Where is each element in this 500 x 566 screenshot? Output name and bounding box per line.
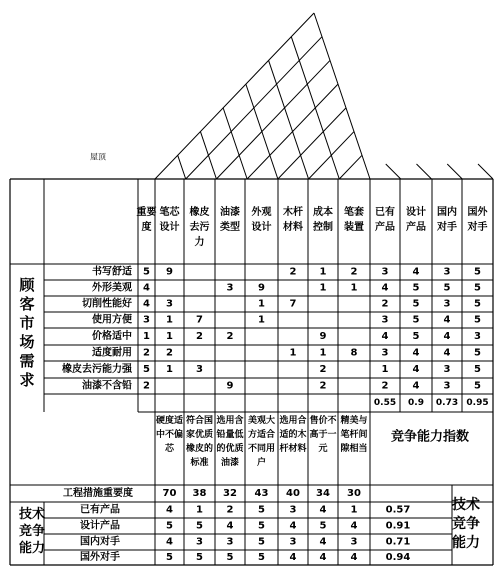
relation-value: 9: [166, 266, 173, 278]
importance-value: 2: [143, 347, 150, 359]
roof-wing: [478, 164, 493, 179]
relation-value: 2: [289, 266, 297, 278]
rating-value: 4: [443, 331, 451, 342]
header-4: 外观设计: [251, 207, 272, 233]
rating-value: 3: [474, 331, 481, 342]
rating-value: 2: [381, 380, 389, 392]
requirement-name: 切削性能好: [82, 298, 132, 310]
comp-index-value: 0.73: [435, 398, 459, 408]
rating-value: 4: [412, 347, 420, 359]
eng-importance-label: 工程措施重要度: [63, 488, 133, 499]
rating-value: 1: [381, 364, 389, 375]
tech-value: 4: [289, 520, 297, 532]
tech-value: 3: [289, 536, 297, 548]
roof-line: [178, 155, 186, 179]
tech-value: 4: [166, 536, 173, 548]
customer-section-label: 顾客市场需求: [19, 276, 35, 389]
relation-value: 2: [350, 266, 358, 278]
rating-value: 2: [381, 298, 389, 310]
tech-value: 5: [319, 520, 327, 532]
header-7: 笔套装置: [344, 207, 364, 233]
tech-value: 5: [196, 520, 203, 532]
importance-value: 5: [143, 364, 150, 375]
tech-value: 5: [166, 520, 173, 532]
roof-wing: [447, 164, 462, 179]
roof-line: [339, 155, 362, 179]
tech-row-name: 国外对手: [80, 552, 120, 563]
tech-value: 5: [196, 552, 203, 563]
rating-value: 3: [443, 266, 451, 278]
tech-index-value: 0.91: [385, 520, 411, 532]
tech-value: 5: [258, 504, 265, 516]
eng-importance-value: 38: [192, 488, 207, 499]
tech-index-value: 0.71: [385, 536, 411, 548]
relation-value: 3: [196, 364, 203, 375]
rating-value: 3: [443, 298, 451, 310]
rating-value: 5: [474, 298, 481, 310]
tech-section-label-right: 技术竞争能力: [452, 497, 480, 551]
tech-index-value: 0.57: [385, 504, 411, 516]
tech-value: 4: [226, 520, 234, 532]
tech-value: 5: [166, 552, 173, 563]
roof-line: [200, 132, 216, 179]
eng-importance-value: 32: [223, 488, 237, 499]
tech-row-name: 设计产品: [80, 520, 120, 532]
rating-value: 5: [412, 331, 420, 342]
tech-value: 4: [319, 536, 327, 548]
header-0: 重要度: [136, 207, 157, 233]
comp-index-label: 竞争能力指数: [390, 429, 470, 445]
relation-value: 3: [166, 298, 173, 310]
roof-line: [216, 60, 330, 179]
roof-wing: [417, 164, 432, 179]
tech-section-label: 技术竞争能力: [18, 507, 46, 556]
relation-value: 1: [319, 266, 327, 278]
requirement-name: 油漆不含铅: [82, 380, 132, 392]
eng-importance-value: 43: [254, 488, 269, 499]
comp-index-value: 0.9: [408, 398, 424, 408]
relation-value: 2: [166, 347, 173, 359]
tech-value: 3: [196, 536, 203, 548]
header-9: 设计产品: [406, 207, 426, 233]
requirement-name: 书写舒适: [92, 266, 132, 278]
relation-value: 1: [166, 314, 173, 326]
header-2: 橡皮去污力: [189, 207, 210, 248]
roof-label: 屋顶: [90, 152, 106, 162]
comp-index-value: 0.55: [373, 398, 397, 408]
header-3: 油漆类型: [220, 207, 240, 233]
requirement-name: 适度耐用: [92, 347, 132, 359]
rating-value: 5: [443, 282, 451, 294]
rating-value: 4: [412, 266, 420, 278]
rating-value: 5: [412, 298, 420, 310]
importance-value: 2: [143, 380, 150, 392]
header-8: 已有产品: [375, 207, 395, 233]
target-1: 符合国家优质橡皮的标准: [185, 416, 214, 468]
relation-value: 1: [319, 347, 327, 359]
tech-value: 5: [226, 552, 234, 563]
relation-value: 2: [196, 331, 203, 342]
tech-value: 3: [350, 536, 358, 548]
tech-value: 2: [226, 504, 234, 516]
rating-value: 3: [381, 266, 389, 278]
importance-value: 4: [143, 282, 150, 294]
rating-value: 3: [381, 314, 389, 326]
relation-value: 1: [319, 282, 327, 294]
importance-value: 5: [143, 266, 150, 278]
requirement-name: 价格适中: [92, 331, 132, 342]
requirement-name: 外形美观: [92, 282, 132, 294]
rating-value: 5: [474, 266, 481, 278]
tech-value: 3: [226, 536, 234, 548]
tech-row-name: 已有产品: [80, 504, 120, 516]
tech-value: 5: [258, 536, 265, 548]
eng-importance-value: 70: [162, 488, 177, 499]
rating-value: 5: [474, 282, 481, 294]
relation-value: 2: [319, 380, 327, 392]
tech-value: 4: [319, 552, 327, 563]
target-5: 售价不高于一元: [309, 416, 337, 454]
tech-value: 1: [196, 504, 203, 516]
comp-index-value: 0.95: [466, 398, 489, 408]
relation-value: 2: [226, 331, 234, 342]
tech-value: 4: [319, 504, 327, 516]
rating-value: 5: [474, 364, 481, 375]
tech-value: 4: [166, 504, 173, 516]
tech-value: 3: [289, 504, 297, 516]
target-4: 选用合适的木杆材料: [279, 416, 307, 454]
rating-value: 5: [412, 314, 420, 326]
rating-value: 4: [381, 282, 389, 294]
rating-value: 5: [412, 282, 420, 294]
rating-value: 4: [443, 314, 451, 326]
relation-value: 1: [258, 314, 265, 326]
target-0: 硬度适中不偏芯: [155, 416, 184, 454]
requirement-name: 橡皮去污能力强: [62, 364, 132, 375]
eng-importance-value: 30: [347, 488, 361, 499]
relation-value: 8: [350, 347, 358, 359]
requirement-name: 使用方便: [92, 314, 132, 326]
tech-value: 5: [258, 552, 265, 563]
relation-value: 1: [166, 331, 173, 342]
rating-value: 4: [443, 347, 451, 359]
tech-value: 5: [258, 520, 265, 532]
relation-value: 2: [319, 364, 327, 375]
roof-line: [246, 84, 278, 179]
rating-value: 3: [381, 347, 389, 359]
tech-value: 1: [350, 504, 358, 516]
tech-value: 4: [350, 520, 358, 532]
tech-value: 4: [350, 552, 358, 563]
rating-value: 4: [381, 331, 389, 342]
roof-line: [155, 13, 314, 179]
relation-value: 1: [289, 347, 297, 359]
roof-wing: [386, 164, 401, 179]
header-11: 国外对手: [467, 207, 488, 233]
rating-value: 3: [443, 364, 451, 375]
relation-value: 1: [350, 282, 358, 294]
importance-value: 1: [143, 331, 150, 342]
roof-line: [314, 13, 370, 179]
importance-value: 4: [143, 298, 150, 310]
relation-value: 9: [258, 282, 265, 294]
rating-value: 4: [412, 380, 420, 392]
tech-index-value: 0.94: [385, 552, 411, 563]
tech-row-name: 国内对手: [80, 536, 120, 548]
eng-importance-value: 40: [286, 488, 300, 499]
relation-value: 7: [196, 314, 203, 326]
relation-value: 1: [166, 364, 173, 375]
tech-value: 4: [289, 552, 297, 563]
relation-value: 9: [226, 380, 234, 392]
target-2: 选用含铅量低的优质油漆: [216, 416, 244, 468]
target-3: 美观大方适合不同用户: [247, 416, 276, 468]
target-6: 精美与笔杆间隙相当: [340, 416, 368, 454]
header-6: 成本控制: [313, 207, 333, 233]
rating-value: 5: [474, 380, 481, 392]
header-10: 国内对手: [437, 207, 457, 233]
header-1: 笔芯设计: [159, 207, 180, 233]
rating-value: 4: [412, 364, 420, 375]
importance-value: 3: [143, 314, 150, 326]
relation-value: 9: [319, 331, 327, 342]
relation-value: 1: [258, 298, 265, 310]
roof-line: [269, 60, 309, 179]
eng-importance-value: 34: [316, 488, 330, 499]
rating-value: 5: [474, 314, 481, 326]
rating-value: 3: [443, 380, 451, 392]
relation-value: 7: [289, 298, 297, 310]
rating-value: 5: [474, 347, 481, 359]
header-5: 木杆材料: [283, 207, 303, 233]
relation-value: 3: [226, 282, 234, 294]
